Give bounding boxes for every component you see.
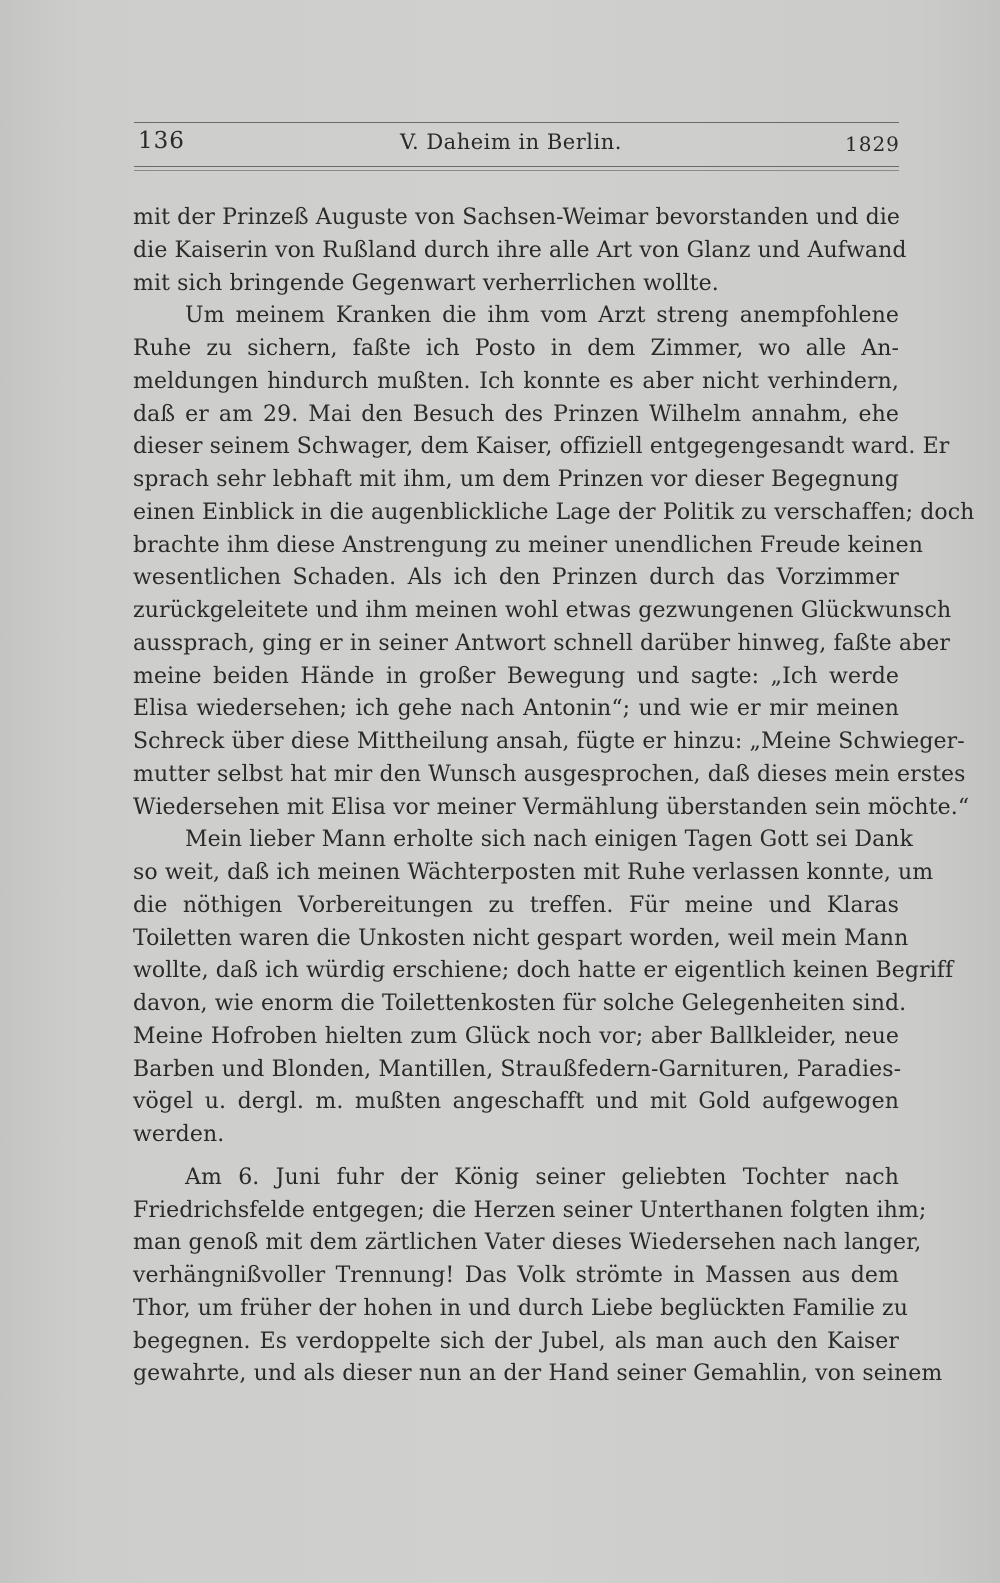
text-line: Wiedersehen mit Elisa vor meiner Vermählung überstanden sein möchte.“ xyxy=(133,794,970,820)
text-line: Schreck über diese Mittheilung ansah, fügte er hinzu: „Meine Schwieger- xyxy=(133,729,965,754)
text-line: die Kaiserin von Rußland durch ihre alle Art von Glanz und Aufwand xyxy=(133,237,907,263)
text-line: begegnen. Es verdoppelte sich der Jubel, als man auch den Kaiser xyxy=(133,1328,899,1354)
header-rule-bottom-double xyxy=(134,170,899,171)
text-line: Elisa wiedersehen; ich gehe nach Antonin“; und wie er mir meinen xyxy=(133,696,899,722)
text-line: Toiletten waren die Unkosten nicht gespart worden, weil mein Mann xyxy=(133,925,909,951)
text-line: mit sich bringende Gegenwart verherrlichen wollte. xyxy=(133,270,719,296)
running-head: V. Daheim in Berlin. xyxy=(400,130,622,154)
text-line: so weit, daß ich meinen Wächterposten mit Ruhe verlassen konnte, um xyxy=(133,860,934,885)
text-line: Barben und Blonden, Mantillen, Straußfedern-Garnituren, Paradies- xyxy=(133,1056,902,1082)
text-line: werden. xyxy=(133,1122,225,1147)
text-line: Friedrichsfelde entgegen; die Herzen seiner Unterthanen folgten ihm; xyxy=(133,1197,927,1223)
text-line: sprach sehr lebhaft mit ihm, um dem Prinzen vor dieser Begegnung xyxy=(133,467,899,492)
page-number: 136 xyxy=(138,128,185,154)
text-line: mit der Prinzeß Auguste von Sachsen-Weimar bevorstanden und die xyxy=(133,205,901,230)
text-line: man genoß mit dem zärtlichen Vater dieses Wiedersehen nach langer, xyxy=(133,1230,922,1256)
text-line: zurückgeleitete und ihm meinen wohl etwas gezwungenen Glückwunsch xyxy=(133,598,952,623)
body-text xyxy=(133,202,975,1391)
year-marginal: 1829 xyxy=(845,132,900,156)
text-line: Thor, um früher der hohen in und durch Liebe beglückten Familie zu xyxy=(133,1295,909,1321)
text-line: meine beiden Hände in großer Bewegung und sagte: „Ich werde xyxy=(133,663,899,689)
text-line: wollte, daß ich würdig erschiene; doch hatte er eigentlich keinen Begriff xyxy=(133,958,954,984)
text-line: gewahrte, und als dieser nun an der Hand seiner Gemahlin, von seinem xyxy=(133,1361,943,1387)
text-line: davon, wie enorm die Toilettenkosten für solche Gelegenheiten sind. xyxy=(133,991,907,1016)
text-line: mutter selbst hat mir den Wunsch ausgesprochen, daß dieses mein erstes xyxy=(133,761,966,787)
paragraph-gap xyxy=(133,1152,899,1162)
text-line: die nöthigen Vorbereitungen zu treffen. Für meine und Klaras xyxy=(133,892,899,918)
text-line: Um meinem Kranken die ihm vom Arzt streng anempfohlene xyxy=(185,303,899,329)
text-line: aussprach, ging er in seiner Antwort schnell darüber hinweg, faßte aber xyxy=(133,630,950,656)
text-line: verhängnißvoller Trennung! Das Volk strömte in Massen aus dem xyxy=(133,1263,899,1288)
text-line: daß er am 29. Mai den Besuch des Prinzen Wilhelm annahm, ehe xyxy=(133,401,899,427)
text-line: Ruhe zu sichern, faßte ich Posto in dem Zimmer, wo alle An- xyxy=(133,336,899,361)
text-line: Meine Hofroben hielten zum Glück noch vor; aber Ballkleider, neue xyxy=(133,1023,899,1049)
header-rule-bottom xyxy=(134,166,899,167)
text-line: brachte ihm diese Anstrengung zu meiner unendlichen Freude keinen xyxy=(133,532,923,558)
text-line: Mein lieber Mann erholte sich nach einigen Tagen Gott sei Dank xyxy=(185,827,913,853)
text-line: meldungen hindurch mußten. Ich konnte es aber nicht verhindern, xyxy=(133,368,899,394)
text-line: Am 6. Juni fuhr der König seiner geliebten Tochter nach xyxy=(185,1164,899,1190)
text-line: vögel u. dergl. m. mußten angeschafft und mit Gold aufgewogen xyxy=(133,1089,899,1115)
header-rule-top xyxy=(134,122,899,123)
text-line: einen Einblick in die augenblickliche Lage der Politik zu verschaffen; doch xyxy=(133,499,975,525)
text-line: dieser seinem Schwager, dem Kaiser, offiziell entgegengesandt ward. Er xyxy=(133,434,950,460)
text-line: wesentlichen Schaden. Als ich den Prinzen durch das Vorzimmer xyxy=(133,565,899,591)
